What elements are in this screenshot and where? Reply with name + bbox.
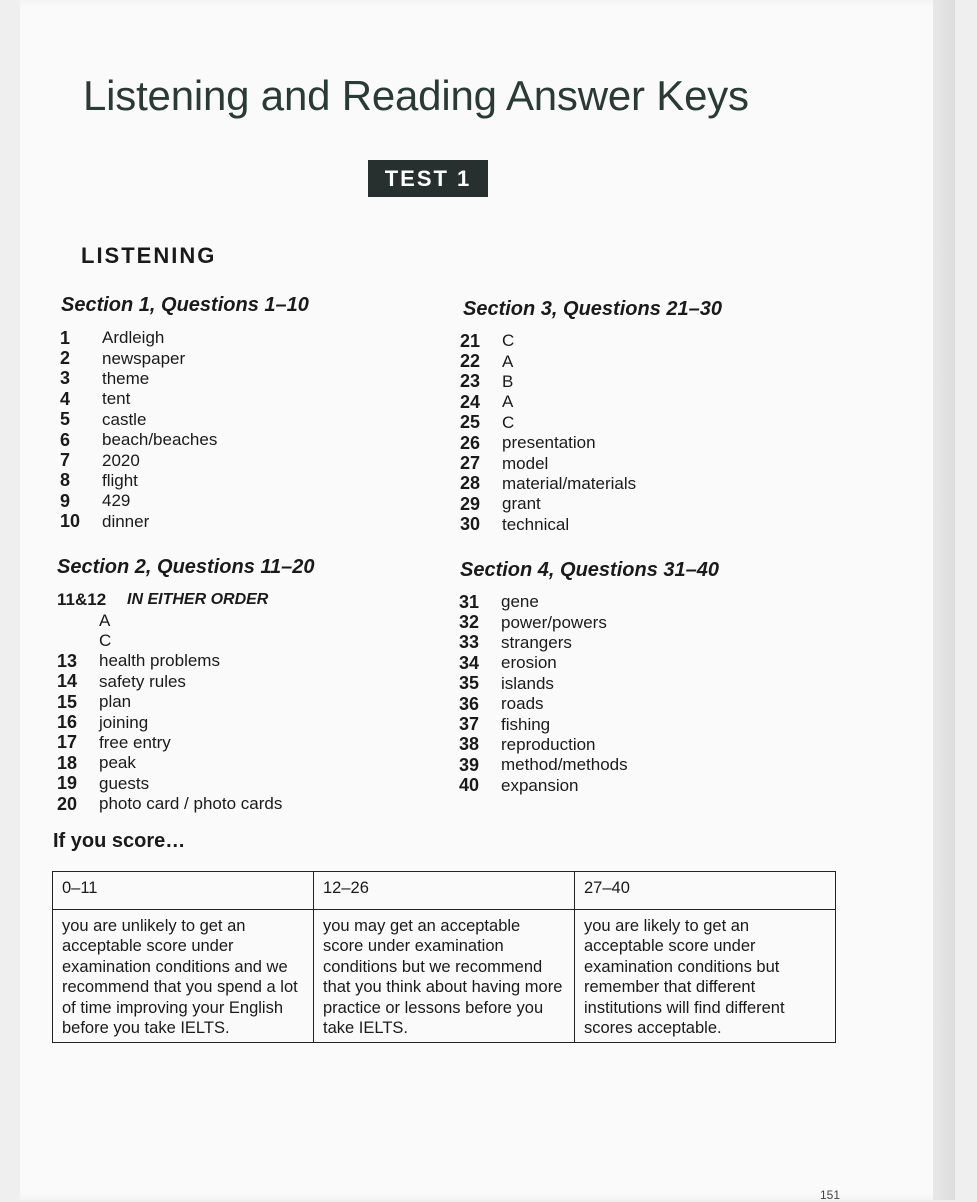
answer-value: erosion xyxy=(501,653,557,673)
answer-value: tent xyxy=(102,389,131,409)
answer-value: flight xyxy=(102,470,138,490)
score-text-row xyxy=(53,910,836,1043)
list-item xyxy=(60,348,217,368)
answer-value: health problems xyxy=(99,651,220,671)
list-item xyxy=(60,328,217,348)
answer-number: 15 xyxy=(57,691,78,712)
list-item xyxy=(460,494,636,514)
answer-value: C xyxy=(502,412,515,432)
answer-number: 22 xyxy=(460,351,481,372)
list-item xyxy=(57,672,282,692)
answer-value: technical xyxy=(502,514,570,534)
section-1-answers xyxy=(60,328,217,532)
score-advice: you are likely to get an acceptable score under examination conditions but remember that different institutions will find different scores acceptable. xyxy=(575,910,836,1043)
answer-number: 29 xyxy=(460,493,481,514)
list-item xyxy=(459,612,628,632)
list-item xyxy=(460,351,636,371)
answer-value: gene xyxy=(501,592,539,612)
answer-value: expansion xyxy=(501,775,579,795)
answer-number: 21 xyxy=(460,330,481,351)
list-item xyxy=(459,694,628,714)
answer-value: safety rules xyxy=(99,671,186,691)
listening-heading: LISTENING xyxy=(81,243,217,268)
list-item xyxy=(460,372,636,392)
list-item xyxy=(459,776,628,796)
answer-number: 7 xyxy=(60,450,71,471)
answer-value: reproduction xyxy=(501,734,596,754)
answer-number: 36 xyxy=(459,693,480,714)
score-range: 27–40 xyxy=(575,872,836,910)
answer-number: 8 xyxy=(60,470,71,491)
list-item xyxy=(57,774,282,794)
answer-number: 11&12 xyxy=(57,590,107,610)
answer-number: 18 xyxy=(57,752,78,773)
answer-number: 5 xyxy=(60,409,71,430)
answer-value: joining xyxy=(99,712,149,732)
answer-value: A xyxy=(502,392,514,412)
either-order-row xyxy=(57,590,282,610)
section-2-title: Section 2, Questions 11–20 xyxy=(57,556,315,578)
list-item xyxy=(460,433,636,453)
answer-number: 1 xyxy=(60,327,71,348)
section-3-answers xyxy=(460,331,636,535)
answer-value: photo card / photo cards xyxy=(99,794,283,814)
list-item xyxy=(57,712,282,732)
list-item xyxy=(459,735,628,755)
answer-number: 20 xyxy=(57,793,78,814)
score-range: 0–11 xyxy=(53,872,314,910)
list-item xyxy=(460,474,636,494)
page-edge xyxy=(933,0,955,1200)
list-item xyxy=(60,369,217,389)
list-item xyxy=(57,651,282,671)
answer-number: 17 xyxy=(57,732,78,753)
list-item xyxy=(57,794,282,814)
answer-number: 38 xyxy=(459,734,480,755)
answer-number: 3 xyxy=(60,368,71,389)
answer-number: 39 xyxy=(459,754,480,775)
answer-value: plan xyxy=(99,692,132,712)
answer-value: Ardleigh xyxy=(102,328,165,348)
answer-number: 25 xyxy=(460,412,481,433)
answer-number: 28 xyxy=(460,473,481,494)
answer-number: 32 xyxy=(459,612,480,633)
list-item xyxy=(57,753,282,773)
answer-value: grant xyxy=(502,494,541,514)
list-item xyxy=(459,633,628,653)
answer-number: 10 xyxy=(60,511,81,532)
answer-value: A xyxy=(502,351,514,371)
list-item xyxy=(60,512,217,532)
section-3-title: Section 3, Questions 21–30 xyxy=(463,298,722,320)
list-item xyxy=(459,674,628,694)
list-item xyxy=(60,491,217,511)
answer-number: 33 xyxy=(459,632,480,653)
answer-value: 2020 xyxy=(102,450,140,470)
list-item xyxy=(459,653,628,673)
score-advice: you may get an acceptable score under examination conditions but we recommend that you think about having more practice or lessons before you take IELTS. xyxy=(314,910,575,1043)
answer-value: beach/beaches xyxy=(102,430,218,450)
score-range: 12–26 xyxy=(314,872,575,910)
list-item xyxy=(60,410,217,430)
list-item xyxy=(459,755,628,775)
answer-value: material/materials xyxy=(502,473,637,493)
page-title: Listening and Reading Answer Keys xyxy=(83,72,749,119)
answer-number: 4 xyxy=(60,388,71,409)
list-item xyxy=(57,692,282,712)
answer-key-page xyxy=(20,0,955,1200)
page-number: 151 xyxy=(820,1188,841,1202)
list-item xyxy=(459,714,628,734)
answer-number: 16 xyxy=(57,712,78,733)
answer-value: theme xyxy=(102,368,150,388)
list-item xyxy=(60,389,217,409)
list-item xyxy=(57,733,282,753)
answer-value: islands xyxy=(501,673,554,693)
list-item xyxy=(460,453,636,473)
answer-number: 2 xyxy=(60,348,71,369)
list-item xyxy=(60,471,217,491)
answer-number: 31 xyxy=(459,591,480,612)
answer-value: method/methods xyxy=(501,755,628,775)
answer-number: 6 xyxy=(60,429,71,450)
answer-value: presentation xyxy=(502,433,596,453)
score-header-row xyxy=(53,872,836,910)
either-order-note: IN EITHER ORDER xyxy=(127,591,269,609)
answer-value: fishing xyxy=(501,714,551,734)
answer-number: 30 xyxy=(460,514,481,535)
list-item xyxy=(459,592,628,612)
answer-number: 26 xyxy=(460,432,481,453)
answer-value: C xyxy=(502,331,515,351)
section-4-title: Section 4, Questions 31–40 xyxy=(460,559,719,581)
answer-value: free entry xyxy=(99,732,171,752)
answer-value: model xyxy=(502,453,549,473)
answer-value: dinner xyxy=(102,511,150,531)
answer-value: strangers xyxy=(501,632,572,652)
answer-number: 37 xyxy=(459,714,480,735)
section-1-title: Section 1, Questions 1–10 xyxy=(61,294,309,316)
answer-number: 23 xyxy=(460,371,481,392)
answer-value: B xyxy=(502,371,514,391)
answer-value: power/powers xyxy=(501,612,607,632)
answer-value: guests xyxy=(99,773,150,793)
answer-number: 27 xyxy=(460,453,481,474)
answer-value: 429 xyxy=(102,491,131,511)
list-item xyxy=(57,610,282,630)
answer-value: newspaper xyxy=(102,348,186,368)
section-4-answers xyxy=(459,592,628,796)
list-item xyxy=(460,392,636,412)
list-item xyxy=(60,450,217,470)
score-advice: you are unlikely to get an acceptable score under examination conditions and we recommend that you spend a lot of time improving your English before you take IELTS. xyxy=(53,910,314,1043)
section-2-answers xyxy=(57,590,282,814)
answer-value: A xyxy=(99,610,111,630)
list-item xyxy=(60,430,217,450)
answer-value: castle xyxy=(102,409,147,429)
list-item xyxy=(460,331,636,351)
answer-number: 9 xyxy=(60,490,71,511)
answer-value: peak xyxy=(99,753,136,773)
list-item xyxy=(57,631,282,651)
score-table xyxy=(52,871,836,1043)
answer-value: roads xyxy=(501,694,544,714)
test-badge: TEST 1 xyxy=(368,160,488,197)
answer-number: 35 xyxy=(459,673,480,694)
score-heading: If you score… xyxy=(53,830,186,852)
list-item xyxy=(460,515,636,535)
answer-value: C xyxy=(99,630,112,650)
answer-number: 19 xyxy=(57,773,78,794)
answer-number: 13 xyxy=(57,650,78,671)
answer-number: 14 xyxy=(57,671,78,692)
list-item xyxy=(460,413,636,433)
answer-number: 24 xyxy=(460,391,481,412)
answer-number: 40 xyxy=(459,775,480,796)
answer-number: 34 xyxy=(459,652,480,673)
